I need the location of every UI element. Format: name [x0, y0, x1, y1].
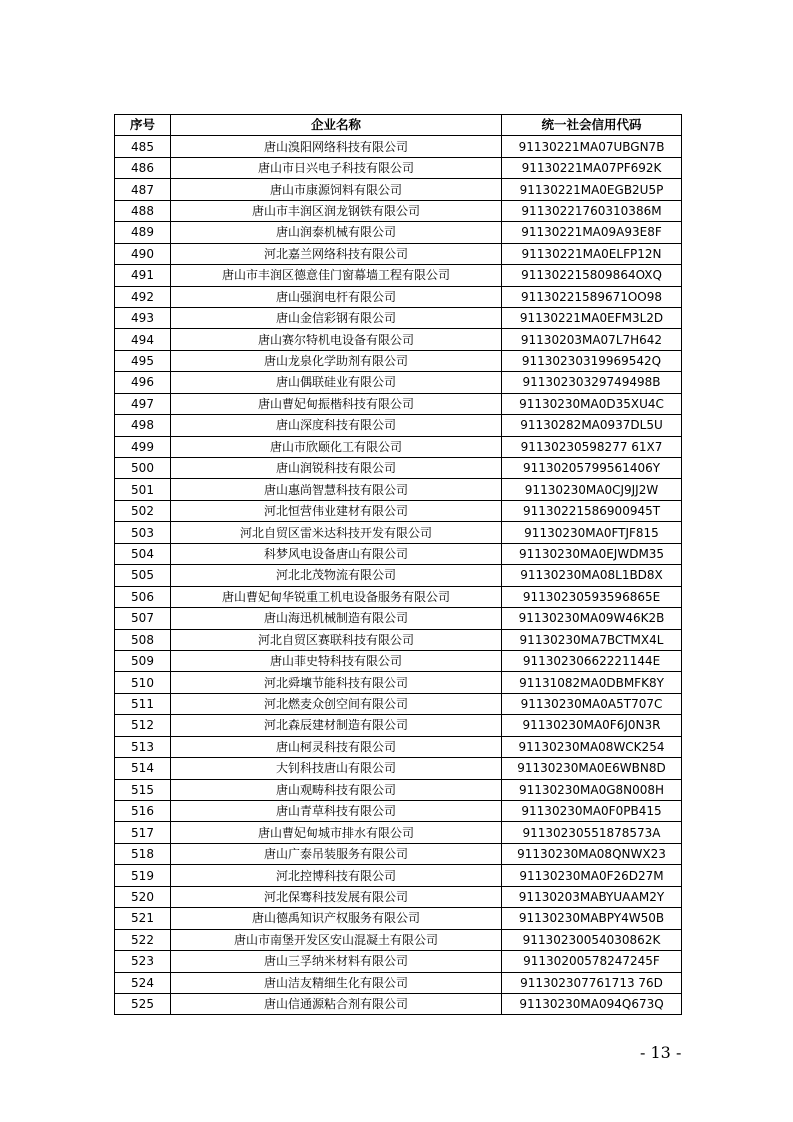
table-row [115, 736, 682, 757]
cell-company-name: 河北恒营伟业建材有限公司 [171, 500, 502, 521]
table-row [115, 265, 682, 286]
table-row [115, 500, 682, 521]
table-row [115, 136, 682, 157]
cell-credit-code: 91130230MA0EJWDM35 [502, 543, 682, 564]
cell-credit-code: 911302307761713 76D [502, 972, 682, 993]
cell-index: 504 [115, 543, 171, 564]
table-row [115, 715, 682, 736]
cell-index: 512 [115, 715, 171, 736]
table-row [115, 993, 682, 1014]
cell-index: 500 [115, 458, 171, 479]
cell-company-name: 唐山三孚纳米材料有限公司 [171, 951, 502, 972]
cell-index: 490 [115, 243, 171, 264]
cell-index: 520 [115, 886, 171, 907]
cell-company-name: 唐山偶联硅业有限公司 [171, 372, 502, 393]
cell-company-name: 唐山德禹知识产权服务有限公司 [171, 908, 502, 929]
cell-credit-code: 91130230MA0F26D27M [502, 865, 682, 886]
table-row [115, 415, 682, 436]
table-row [115, 951, 682, 972]
cell-company-name: 唐山润锐科技有限公司 [171, 458, 502, 479]
cell-credit-code: 91130230MA0FTJF815 [502, 522, 682, 543]
cell-credit-code: 91130230MA0A5T707C [502, 693, 682, 714]
table-row [115, 779, 682, 800]
table-row [115, 822, 682, 843]
table-row [115, 758, 682, 779]
cell-credit-code: 911302215809864OXQ [502, 265, 682, 286]
cell-credit-code: 91130230MA08WCK254 [502, 736, 682, 757]
cell-index: 488 [115, 200, 171, 221]
table-row [115, 329, 682, 350]
cell-credit-code: 91130230319969542Q [502, 350, 682, 371]
cell-company-name: 唐山深度科技有限公司 [171, 415, 502, 436]
table-row [115, 908, 682, 929]
cell-credit-code: 91130230MA09W46K2B [502, 608, 682, 629]
cell-credit-code: 91130200578247245F [502, 951, 682, 972]
cell-company-name: 唐山洁友精细生化有限公司 [171, 972, 502, 993]
cell-company-name: 唐山赛尔特机电设备有限公司 [171, 329, 502, 350]
cell-company-name: 唐山观畴科技有限公司 [171, 779, 502, 800]
cell-index: 507 [115, 608, 171, 629]
table-row [115, 200, 682, 221]
cell-credit-code: 91130230054030862K [502, 929, 682, 950]
table-row [115, 222, 682, 243]
cell-index: 524 [115, 972, 171, 993]
cell-index: 516 [115, 801, 171, 822]
table-row [115, 801, 682, 822]
cell-credit-code: 91130230593596865E [502, 586, 682, 607]
cell-credit-code: 91130230MA08L1BD8X [502, 565, 682, 586]
cell-company-name: 河北自贸区赛联科技有限公司 [171, 629, 502, 650]
cell-company-name: 唐山强润电杆有限公司 [171, 286, 502, 307]
cell-company-name: 唐山曹妃甸华锐重工机电设备服务有限公司 [171, 586, 502, 607]
cell-index: 513 [115, 736, 171, 757]
cell-credit-code: 91130221586900945T [502, 500, 682, 521]
cell-index: 509 [115, 650, 171, 671]
table-row [115, 179, 682, 200]
cell-company-name: 唐山金信彩钢有限公司 [171, 307, 502, 328]
cell-index: 522 [115, 929, 171, 950]
table-row [115, 522, 682, 543]
cell-company-name: 唐山柯灵科技有限公司 [171, 736, 502, 757]
cell-index: 502 [115, 500, 171, 521]
cell-company-name: 唐山菲史特科技有限公司 [171, 650, 502, 671]
cell-index: 492 [115, 286, 171, 307]
table-row [115, 586, 682, 607]
cell-index: 519 [115, 865, 171, 886]
cell-credit-code: 91130230MA094Q673Q [502, 993, 682, 1014]
table-row [115, 865, 682, 886]
cell-company-name: 河北北茂物流有限公司 [171, 565, 502, 586]
table-row [115, 543, 682, 564]
cell-credit-code: 91130230329749498B [502, 372, 682, 393]
cell-index: 487 [115, 179, 171, 200]
cell-credit-code: 91130230MA0G8N008H [502, 779, 682, 800]
table-row [115, 286, 682, 307]
table-row [115, 372, 682, 393]
table-row [115, 565, 682, 586]
cell-index: 497 [115, 393, 171, 414]
cell-company-name: 唐山市康源饲料有限公司 [171, 179, 502, 200]
cell-credit-code: 91130221MA0ELFP12N [502, 243, 682, 264]
cell-company-name: 唐山市日兴电子科技有限公司 [171, 157, 502, 178]
table-row [115, 243, 682, 264]
cell-credit-code: 91130230MA0CJ9JJ2W [502, 479, 682, 500]
cell-company-name: 唐山信通源粘合剂有限公司 [171, 993, 502, 1014]
cell-credit-code: 91130282MA0937DL5U [502, 415, 682, 436]
table-header-row [115, 115, 682, 136]
cell-index: 514 [115, 758, 171, 779]
cell-credit-code: 91130221MA0EGB2U5P [502, 179, 682, 200]
cell-company-name: 大钊科技唐山有限公司 [171, 758, 502, 779]
cell-company-name: 唐山市丰润区润龙钢铁有限公司 [171, 200, 502, 221]
cell-index: 508 [115, 629, 171, 650]
table-row [115, 693, 682, 714]
cell-index: 496 [115, 372, 171, 393]
cell-company-name: 唐山曹妃甸城市排水有限公司 [171, 822, 502, 843]
cell-credit-code: 91130205799561406Y [502, 458, 682, 479]
table-row [115, 929, 682, 950]
cell-credit-code: 91130230551878573A [502, 822, 682, 843]
cell-index: 511 [115, 693, 171, 714]
table-row [115, 307, 682, 328]
cell-credit-code: 91130221MA09A93E8F [502, 222, 682, 243]
cell-company-name: 唐山青草科技有限公司 [171, 801, 502, 822]
cell-index: 518 [115, 843, 171, 864]
table-body [115, 136, 682, 1015]
cell-index: 489 [115, 222, 171, 243]
table-row [115, 972, 682, 993]
table-row [115, 350, 682, 371]
cell-company-name: 河北嘉兰网络科技有限公司 [171, 243, 502, 264]
table-row [115, 157, 682, 178]
table-row [115, 672, 682, 693]
cell-credit-code: 91130221760310386M [502, 200, 682, 221]
cell-credit-code: 91130230662221144E [502, 650, 682, 671]
cell-credit-code: 91130230MA08QNWX23 [502, 843, 682, 864]
table-row [115, 886, 682, 907]
table-row [115, 629, 682, 650]
cell-credit-code: 91130230MA0F0PB415 [502, 801, 682, 822]
cell-company-name: 唐山市欣颐化工有限公司 [171, 436, 502, 457]
cell-company-name: 唐山曹妃甸振楷科技有限公司 [171, 393, 502, 414]
cell-credit-code: 91130230MA0F6J0N3R [502, 715, 682, 736]
cell-credit-code: 91130230MA0D35XU4C [502, 393, 682, 414]
cell-index: 493 [115, 307, 171, 328]
cell-company-name: 河北自贸区雷米达科技开发有限公司 [171, 522, 502, 543]
cell-company-name: 唐山海迅机械制造有限公司 [171, 608, 502, 629]
cell-company-name: 唐山润泰机械有限公司 [171, 222, 502, 243]
cell-company-name: 河北森辰建材制造有限公司 [171, 715, 502, 736]
cell-index: 499 [115, 436, 171, 457]
cell-index: 506 [115, 586, 171, 607]
cell-index: 523 [115, 951, 171, 972]
cell-credit-code: 91130221MA07UBGN7B [502, 136, 682, 157]
cell-index: 525 [115, 993, 171, 1014]
header-index: 序号 [115, 115, 171, 136]
cell-index: 510 [115, 672, 171, 693]
cell-credit-code: 91130221MA0EFM3L2D [502, 307, 682, 328]
header-company-name: 企业名称 [171, 115, 502, 136]
cell-credit-code: 91130221589671OO98 [502, 286, 682, 307]
cell-index: 501 [115, 479, 171, 500]
table-row [115, 650, 682, 671]
cell-index: 491 [115, 265, 171, 286]
cell-index: 485 [115, 136, 171, 157]
cell-index: 495 [115, 350, 171, 371]
cell-credit-code: 91130203MABYUAAM2Y [502, 886, 682, 907]
cell-company-name: 唐山市南堡开发区安山混凝土有限公司 [171, 929, 502, 950]
cell-index: 517 [115, 822, 171, 843]
cell-credit-code: 91130221MA07PF692K [502, 157, 682, 178]
table-row [115, 393, 682, 414]
cell-credit-code: 91130230MABPY4W50B [502, 908, 682, 929]
cell-credit-code: 91130203MA07L7H642 [502, 329, 682, 350]
cell-company-name: 唐山龙泉化学助剂有限公司 [171, 350, 502, 371]
table-row [115, 608, 682, 629]
header-credit-code: 统一社会信用代码 [502, 115, 682, 136]
cell-company-name: 河北舜壤节能科技有限公司 [171, 672, 502, 693]
cell-company-name: 唐山市丰润区德意佳门窗幕墙工程有限公司 [171, 265, 502, 286]
cell-index: 486 [115, 157, 171, 178]
cell-credit-code: 91130230MA7BCTMX4L [502, 629, 682, 650]
cell-company-name: 河北控博科技有限公司 [171, 865, 502, 886]
cell-company-name: 科梦风电设备唐山有限公司 [171, 543, 502, 564]
cell-index: 505 [115, 565, 171, 586]
cell-index: 515 [115, 779, 171, 800]
table-row [115, 479, 682, 500]
cell-company-name: 河北保骞科技发展有限公司 [171, 886, 502, 907]
cell-credit-code: 91130230MA0E6WBN8D [502, 758, 682, 779]
page-number: - 13 - [640, 1043, 682, 1062]
table-row [115, 843, 682, 864]
table-row [115, 436, 682, 457]
cell-index: 494 [115, 329, 171, 350]
cell-index: 503 [115, 522, 171, 543]
cell-index: 521 [115, 908, 171, 929]
cell-index: 498 [115, 415, 171, 436]
cell-credit-code: 91130230598277 61X7 [502, 436, 682, 457]
cell-company-name: 唐山溴阳网络科技有限公司 [171, 136, 502, 157]
cell-company-name: 唐山广泰吊装服务有限公司 [171, 843, 502, 864]
table-row [115, 458, 682, 479]
cell-company-name: 唐山惠尚智慧科技有限公司 [171, 479, 502, 500]
cell-credit-code: 91131082MA0DBMFK8Y [502, 672, 682, 693]
enterprise-table [114, 114, 682, 1015]
cell-company-name: 河北燃麦众创空间有限公司 [171, 693, 502, 714]
